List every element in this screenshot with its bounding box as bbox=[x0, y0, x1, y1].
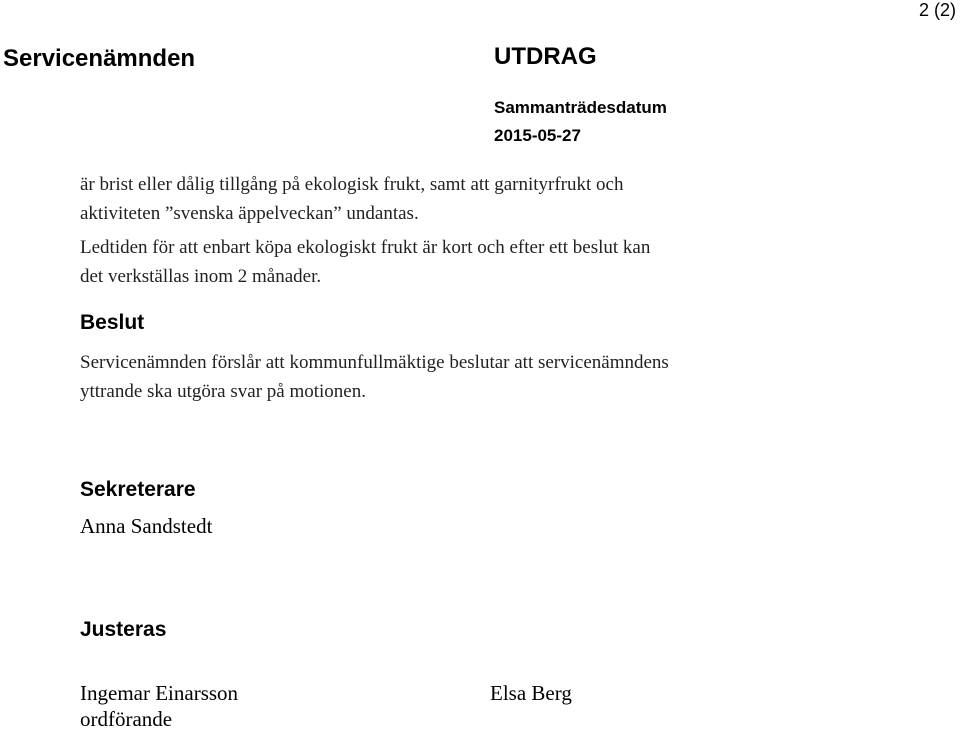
meeting-date-label: Sammanträdesdatum bbox=[494, 98, 667, 117]
paragraph-line: det verkställas inom 2 månader. bbox=[80, 266, 322, 287]
decision-heading: Beslut bbox=[80, 311, 145, 334]
signer-role: ordförande bbox=[80, 707, 173, 731]
committee-name: Servicenämnden bbox=[3, 45, 196, 72]
paragraph-line: aktiviteten ”svenska äppelveckan” undantas. bbox=[80, 203, 419, 224]
paragraph-line: Servicenämnden förslår att kommunfullmäktige beslutar att servicenämndens bbox=[80, 352, 669, 373]
signer-name: Elsa Berg bbox=[490, 681, 572, 705]
paragraph-line: Ledtiden för att enbart köpa ekologiskt frukt är kort och efter ett beslut kan bbox=[80, 237, 651, 258]
adjust-heading: Justeras bbox=[80, 618, 167, 641]
meeting-date: 2015-05-27 bbox=[494, 126, 581, 145]
body-paragraph bbox=[80, 170, 623, 228]
paragraph-line: är brist eller dålig tillgång på ekologisk frukt, samt att garnityrfrukt och bbox=[80, 174, 624, 195]
signer-name: Ingemar Einarsson bbox=[80, 681, 239, 705]
secretary-name: Anna Sandstedt bbox=[80, 514, 213, 538]
decision-paragraph bbox=[80, 348, 669, 406]
secretary-heading: Sekreterare bbox=[80, 478, 196, 501]
body-paragraph bbox=[80, 233, 650, 291]
page-number: 2 (2) bbox=[918, 0, 956, 20]
document-type: UTDRAG bbox=[494, 43, 597, 70]
paragraph-line: yttrande ska utgöra svar på motionen. bbox=[80, 381, 366, 402]
